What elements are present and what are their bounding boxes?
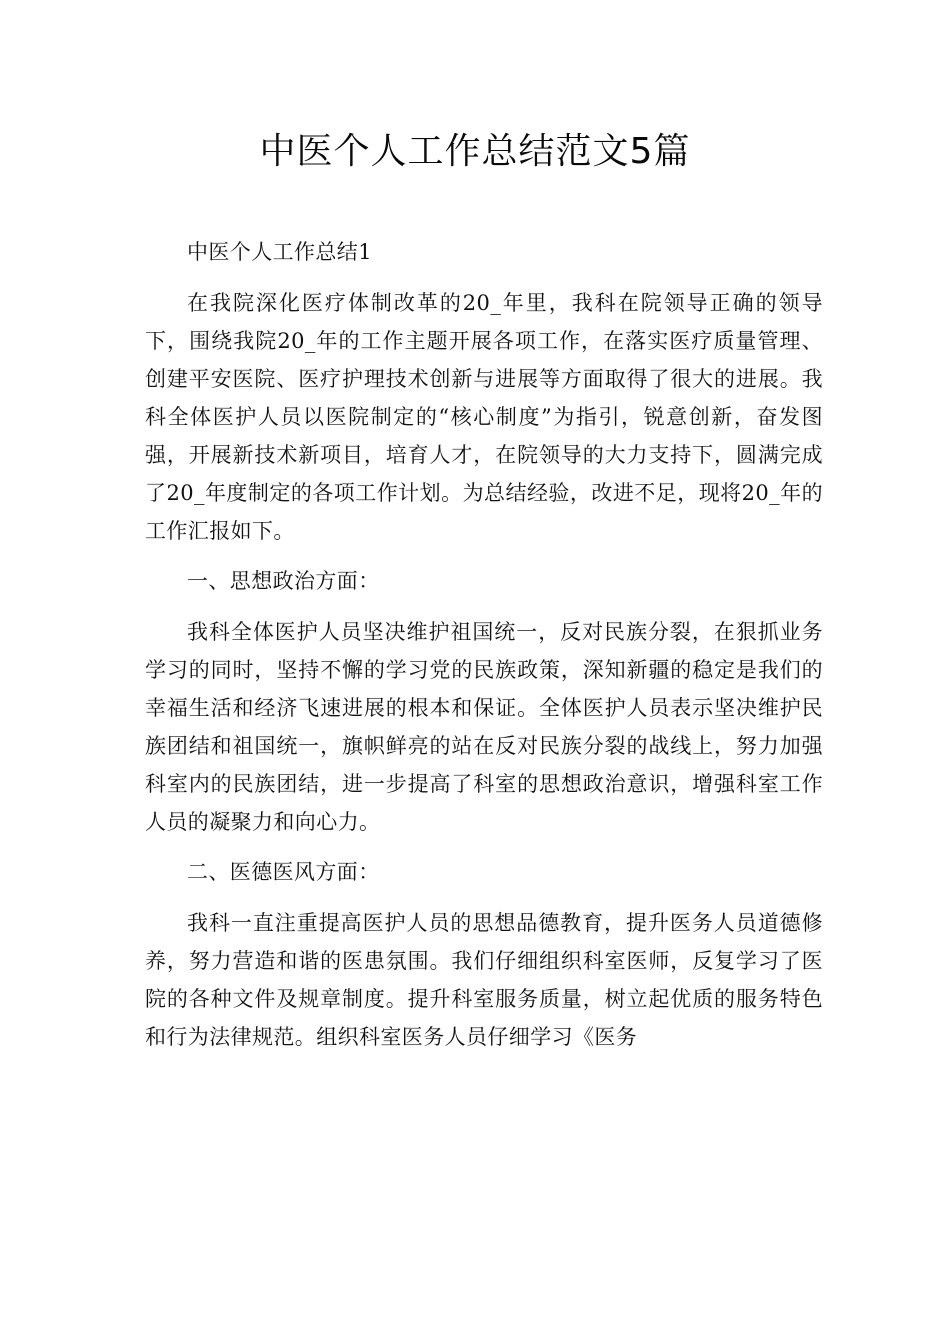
section-heading: 中医个人工作总结1 <box>187 240 372 264</box>
subheading-ethics: 二、医德医风方面： <box>187 860 380 884</box>
paragraph-political: 我科全体医护人员坚决维护祖国统一，反对民族分裂，在狠抓业务学习的同时，坚持不懈的学习党的民族政策，深知新疆的稳定是我们的幸福生活和经济飞速进展的根本和保证。全体医护人员表示坚决维护民族团结和祖国统一，旗帜鲜亮的站在反对民族分裂的战线上，努力加强科室内的民族团结，进一步提高了科室的思想政治意识，增强科室工作人员的凝聚力和向心力。 <box>145 619 823 834</box>
paragraph-intro: 在我院深化医疗体制改革的20_年里，我科在院领导正确的领导下，围绕我院20_年的工作主题开展各项工作，在落实医疗质量管理、创建平安医院、医疗护理技术创新与进展等方面取得了很大的进展。我科全体医护人员以医院制定的“核心制度”为指引，锐意创新，奋发图强，开展新技术新项目，培育人才，在院领导的大力支持下，圆满完成了20_年度制定的各项工作计划。为总结经验，改进不足，现将20_年的工作汇报如下。 <box>145 290 823 543</box>
document-title: 中医个人工作总结范文5篇 <box>259 131 691 172</box>
subheading-political: 一、思想政治方面： <box>187 569 380 593</box>
document-body <box>145 233 823 1068</box>
paragraph-ethics: 我科一直注重提高医护人员的思想品德教育，提升医务人员道德修养，努力营造和谐的医患氛围。我们仔细组织科室医师，反复学习了医院的各种文件及规章制度。提升科室服务质量，树立起优质的服务特色和行为法律规范。组织科室医务人员仔细学习《医务 <box>145 910 823 1049</box>
